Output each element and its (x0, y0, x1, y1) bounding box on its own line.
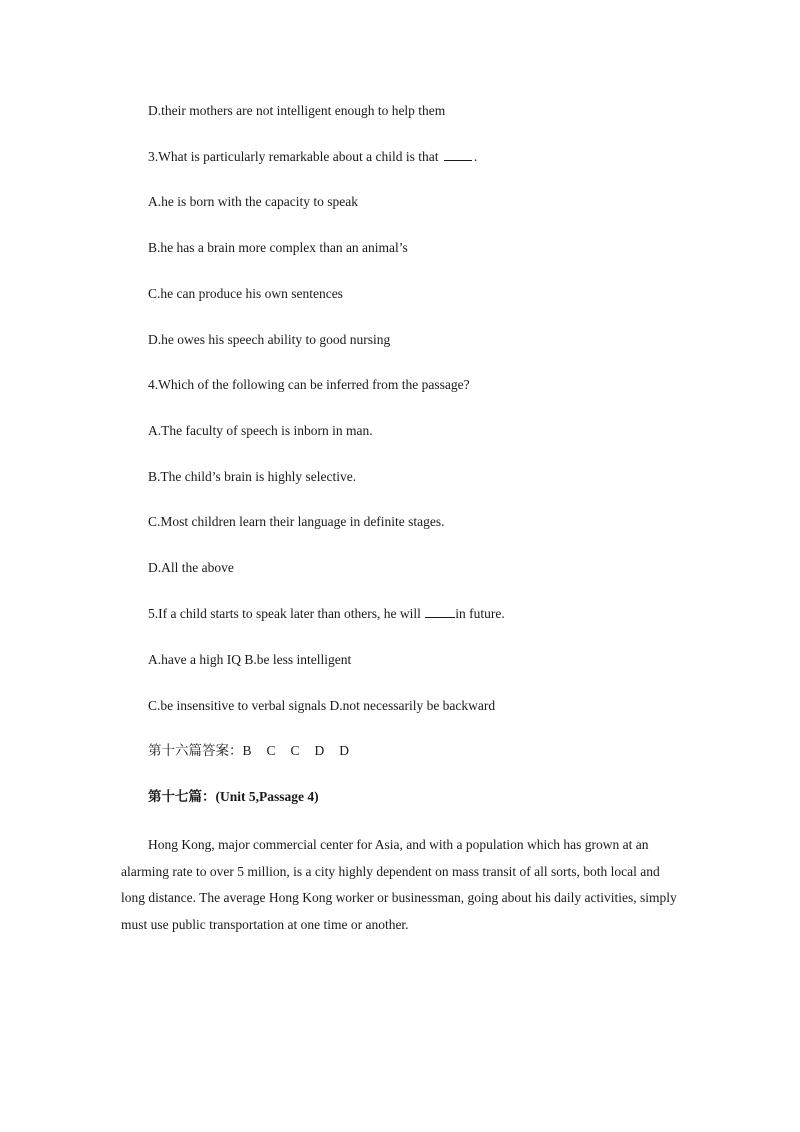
q4-option-d: D.All the above (148, 560, 234, 575)
passage (121, 832, 681, 938)
q5-stem-end: in future. (455, 606, 505, 621)
q3-option-c: C.he can produce his own sentences (148, 286, 343, 301)
q4-option-a: A.The faculty of speech is inborn in man. (148, 423, 373, 438)
q4-stem: 4.Which of the following can be inferred from the passage? (148, 377, 470, 392)
q2-option-d: D.their mothers are not intelligent enough to help them (148, 103, 446, 118)
q3-option-b: B.he has a brain more complex than an animal’s (148, 240, 408, 255)
answer-letter: D (339, 743, 350, 758)
answer-letter: C (290, 743, 300, 758)
q3-stem-text: 3.What is particularly remarkable about a child is that (148, 149, 442, 164)
q3-stem-end: . (473, 149, 478, 164)
q3-stem (148, 148, 477, 166)
q4-option-b: B.The child’s brain is highly selective. (148, 469, 357, 484)
answer-letter: D (314, 743, 325, 758)
answer-blank (425, 605, 455, 618)
q5-options-line-1: A.have a high IQ B.be less intelligent (148, 652, 352, 667)
passage-paragraph: Hong Kong, major commercial center for Asia, and with a population which has grown at an alarming rate to over 5 million, is a city highly dependent on mass transit of all sorts, both local and long distance. The average Hong Kong worker or businessman, going about his daily activities, simply must use public transportation at one time or another. (121, 837, 677, 932)
answer-key-label: 第十六篇答案： (148, 743, 243, 758)
section-heading: 第十七篇：(Unit 5,Passage 4) (148, 789, 319, 804)
q5-options-line-2: C.be insensitive to verbal signals D.not necessarily be backward (148, 698, 496, 713)
q3-option-d: D.he owes his speech ability to good nursing (148, 332, 391, 347)
q3-option-a: A.he is born with the capacity to speak (148, 194, 358, 209)
answer-key-16 (148, 742, 364, 760)
q5-stem-text: 5.If a child starts to speak later than others, he will (148, 606, 425, 621)
answer-letter: C (266, 743, 276, 758)
answer-letter: B (242, 743, 252, 758)
answer-blank (444, 148, 472, 161)
q5-stem (148, 605, 505, 623)
q4-option-c: C.Most children learn their language in definite stages. (148, 514, 445, 529)
